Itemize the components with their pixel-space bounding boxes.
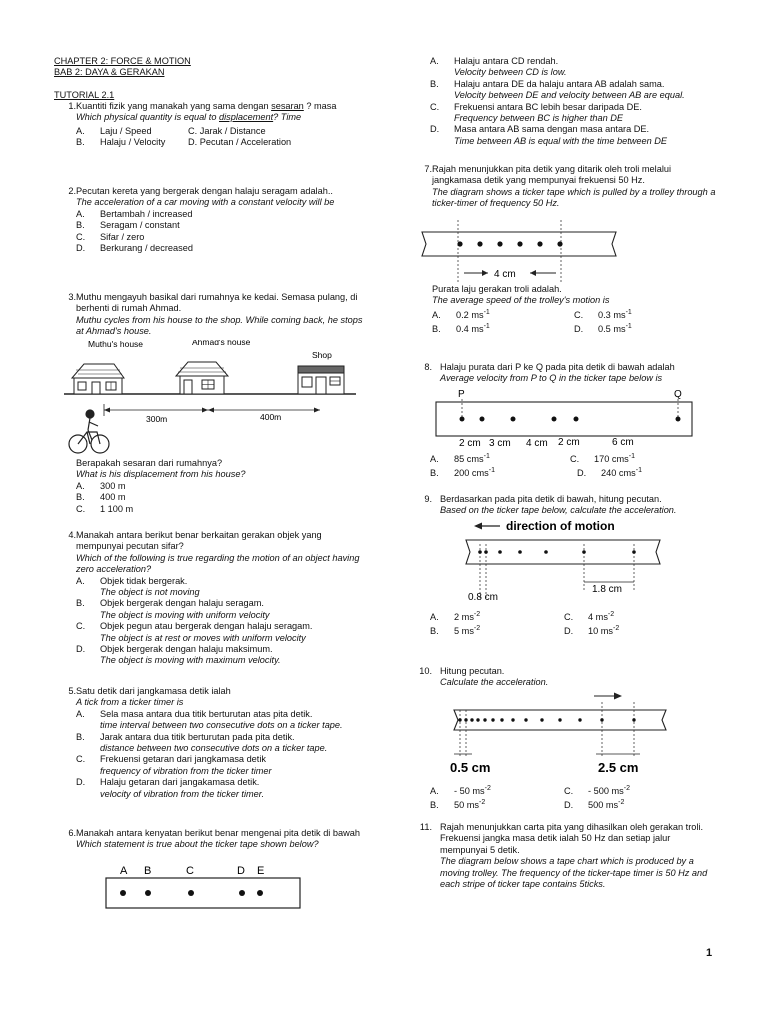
tape-dot [544, 550, 548, 554]
tape-dot [676, 417, 681, 422]
tape-label-a: A [120, 865, 128, 877]
tape-label-d: D [237, 865, 245, 877]
question-text-bm: Berapakah sesaran dari rumahnya? [76, 458, 223, 468]
question-7-ask [432, 284, 716, 336]
tape-dot [478, 550, 482, 554]
question-text-bm: Satu detik dari jangkamasa detik ialah [76, 686, 231, 696]
option-a: A. Sela masa antara dua titik berturutan atas pita detik. time interval between two consecutive dots on a ticker tape. [76, 708, 343, 731]
ticker-tape-q6 [104, 864, 304, 910]
option-label: B. [76, 137, 85, 148]
muthu-house-icon [72, 364, 124, 394]
segment-label-2-5cm: 2.5 cm [598, 760, 639, 775]
question-1 [54, 101, 366, 181]
options-row-2 [76, 137, 366, 148]
option-a: A. Objek tidak bergerak. The object is not moving [76, 575, 200, 598]
tape-dot [511, 417, 516, 422]
tape-dot [582, 550, 586, 554]
question-text-bm: Muthu mengayuh basikal dari rumahnya ke kedai. Semasa pulang, di berhenti di rumah Ahmad. [76, 292, 358, 314]
question-number: 9. [424, 494, 432, 504]
question-text-en: Average velocity from P to Q in the ticker tape below is [440, 373, 663, 384]
question-text-bm: Halaju purata dari P ke Q pada pita detik di bawah adalah [440, 362, 675, 372]
tape-dot [518, 550, 522, 554]
cyclist-icon [69, 410, 109, 453]
options-row-2: B. 5 $ms^{-2}$ D. 10 $ms^{-2}$ [430, 625, 620, 637]
option-text: D. Pecutan / Acceleration [188, 137, 292, 148]
segment-label: 3 cm [489, 438, 511, 449]
question-text-bm: Rajah menunjukkan carta pita yang dihasilkan oleh gerakan troli. Frekuensi jangka masa detik ialah 50 Hz dan setiap jalur mempunyai 5 detik. [440, 822, 704, 855]
tape-dot [552, 417, 557, 422]
option-b: B. Seragam / constant [76, 220, 180, 231]
option-c: C. Objek pegun atau bergerak dengan halaju seragam. The object is at rest or moves with uniform velocity [76, 621, 313, 643]
option-d: D. Masa antara AB sama dengan masa antara DE. Time between AB is equal with the time between DE [430, 124, 668, 146]
question-text-en: Which statement is true about the ticker tape shown below? [76, 839, 319, 850]
question-8-options [430, 454, 714, 480]
option-c: C. Frekuensi getaran dari jangkamasa detik frequency of vibration from the ticker timer [76, 754, 272, 776]
distance-label-300m: 300m [146, 414, 168, 424]
options-row-1: A. 85 cms$^{-1}$ C. 170 cms$^{-1}$ [430, 452, 635, 464]
tape-dot [484, 550, 488, 554]
ticker-tape-q10 [450, 688, 670, 778]
page-number: 1 [706, 947, 713, 959]
tape-dot [257, 890, 263, 896]
direction-of-motion-label: direction of motion [506, 519, 615, 533]
point-p-label: P [458, 389, 465, 400]
question-number: 7. [424, 164, 432, 174]
question-text-en: The acceleration of a car moving with a constant velocity will be [76, 197, 335, 208]
question-text-en: Which physical quantity is equal to displacement? Time [76, 112, 302, 123]
distance-label-400m: 400m [260, 412, 282, 422]
tape-dot [120, 890, 126, 896]
option-a: A. Bertambah / increased [76, 208, 193, 219]
option-d: D. Objek bergerak dengan halaju maksimum. The object is moving with maximum velocity. [76, 644, 281, 666]
segment-label: 2 cm [558, 437, 580, 448]
shop-label: Shop [312, 350, 332, 360]
segment-label-0-5cm: 0.5 cm [450, 760, 491, 775]
tape-label-b: B [144, 865, 152, 877]
question-number: 11. [419, 822, 432, 832]
tape-dot [460, 417, 465, 422]
tutorial-title: TUTORIAL 2.1 [54, 90, 115, 100]
option-d: D. Berkurang / decreased [76, 243, 193, 254]
option-b: B. Objek bergerak dengan halaju seragam. The object is moving with uniform velocity [76, 598, 270, 620]
options-row-2: B. 50 $ms^{-2}$ D. 500 $ms^{-2}$ [430, 799, 625, 811]
option-b: B. 400 m [76, 492, 126, 503]
options-row-1: A. - 50 $ms^{-2}$ C. - 500 $ms^{-2}$ [430, 784, 630, 796]
option-d: D. Halaju getaran dari jangakamasa detik. velocity of vibration from the ticker timer. [76, 777, 265, 799]
question-text-en: Calculate the acceleration. [440, 677, 549, 688]
question-number: 5. [68, 686, 76, 696]
ticker-tape-q9 [464, 518, 664, 604]
question-number: 4. [68, 530, 76, 540]
option-text: Laju / Speed [100, 125, 152, 136]
options-row-1: A. 2 $ms^{-2}$ C. 4 $ms^{-2}$ [430, 610, 615, 622]
question-text-en: Muthu cycles from his house to the shop. While coming back, he stops at Ahmad's house. [76, 314, 363, 337]
question-text-bm: Berdasarkan pada pita detik di bawah, hitung pecutan. [440, 494, 662, 504]
distance-label: 4 cm [494, 269, 516, 280]
option-b: B. Halaju antara DE da halaju antara AB adalah sama. Velocity between DE and velocity between AB are equal. [430, 78, 685, 101]
question-text-bm: Kuantiti fizik yang manakah yang sama dengan sesaran ? masa [76, 101, 337, 111]
question-text-bm: Manakah antara kenyatan berikut benar mengenai pita detik di bawah [76, 828, 360, 838]
option-label: A. [76, 125, 85, 136]
question-text-en: Based on the ticker tape below, calculate the acceleration. [440, 505, 677, 516]
question-3-ask [76, 458, 366, 515]
question-10-options [430, 786, 714, 812]
options-row-2: B. 0.4 $ms^{-1}$ D. 0.5 $ms^{-1}$ [432, 323, 632, 335]
question-text-en: The diagram shows a ticker tape which is pulled by a trolley through a ticker-timer of frequency 50 Hz. [432, 186, 716, 209]
options-row-2: B. 200 cms$^{-1}$ D. 240 cms$^{-1}$ [430, 467, 642, 479]
question-text-en: The diagram below shows a tape chart which is produced by a moving trolley. The frequency of the ticker-tape timer is 50 Hz and each stripe of ticker tape contains 5ticks. [440, 856, 708, 890]
chapter-title-en: CHAPTER 2: FORCE & MOTION [54, 56, 191, 66]
option-a: A. 300 m [76, 480, 126, 491]
tape-dot [145, 890, 151, 896]
option-text: C. Jarak / Distance [188, 125, 266, 136]
ticker-tape-q8 [434, 388, 694, 452]
tape-dot [477, 241, 482, 246]
tape-dot [480, 417, 485, 422]
option-c: C. Sifar / zero [76, 231, 145, 242]
tape-dot [517, 241, 522, 246]
segment-label: 6 cm [612, 437, 634, 448]
question-number: 10. [419, 666, 432, 676]
option-c: C. 1 100 m [76, 503, 134, 514]
question-text-bm: Rajah menunjukkan pita detik yang ditarik oleh troli melalui jangkamasa detik yang mempunyai frekuensi 50 Hz. [432, 164, 672, 186]
question-text-bm: Purata laju gerakan troli adalah. [432, 284, 562, 294]
question-text-en: Which of the following is true regarding the motion of an object having zero acceleration? [76, 552, 360, 575]
point-q-label: Q [674, 389, 682, 400]
tape-dot [557, 241, 562, 246]
question-number: 3. [68, 292, 76, 302]
chapter-title-bm: BAB 2: DAYA & GERAKAN [54, 67, 165, 77]
option-a: A. Halaju antara CD rendah. Velocity between CD is low. [430, 56, 567, 78]
tape-label-e: E [257, 865, 265, 877]
question-6-options [430, 56, 720, 147]
question-text-bm: Pecutan kereta yang bergerak dengan halaju seragam adalah.. [76, 186, 333, 196]
cycling-diagram [64, 340, 356, 458]
question-number: 2. [68, 186, 76, 196]
question-text-en: The average speed of the trolley's motion is [432, 295, 610, 306]
shop-icon [298, 366, 344, 394]
tape-dot [239, 890, 245, 896]
tape-dot [498, 550, 502, 554]
muthu-house-label: Muthu's house [88, 340, 144, 349]
question-number: 8. [424, 362, 432, 372]
ticker-tape-q7 [418, 216, 618, 284]
question-text-bm: Manakah antara berikut benar berkaitan gerakan objek yang mempunyai pecutan sifar? [76, 530, 322, 552]
ahmad-house-icon [176, 362, 228, 394]
options-row-1: A. 0.2 $ms^{-1}$ C. 0.3 $ms^{-1}$ [432, 308, 632, 320]
question-9-options [430, 612, 714, 638]
tape-dot [457, 241, 462, 246]
segment-label: 4 cm [526, 438, 548, 449]
tape-dot [632, 550, 636, 554]
options-row-1 [76, 126, 366, 137]
option-c: C. Frekuensi antara BC lebih besar daripada DE. Frequency between BC is higher than DE [430, 101, 642, 124]
question-text-bm: Hitung pecutan. [440, 666, 505, 676]
tape-dot [537, 241, 542, 246]
question-text-en: A tick from a ticker timer is [76, 697, 184, 708]
question-number: 6. [68, 828, 76, 838]
segment-label-1-8cm: 1.8 cm [592, 584, 623, 595]
option-b: B. Jarak antara dua titik berturutan pada pita detik. distance between two consecutive dots on a ticker tape. [76, 731, 328, 754]
ahmad-house-label: Ahmad's house [192, 340, 251, 347]
segment-label: 2 cm [459, 438, 481, 449]
segment-label-0-8cm: 0.8 cm [468, 592, 499, 603]
tape-dot [574, 417, 579, 422]
tape-dot [497, 241, 502, 246]
tape-dot [188, 890, 194, 896]
question-text-en: What is his displacement from his house? [76, 469, 246, 480]
question-number: 1. [68, 101, 76, 111]
tape-label-c: C [186, 865, 194, 877]
option-text: Halaju / Velocity [100, 137, 166, 148]
